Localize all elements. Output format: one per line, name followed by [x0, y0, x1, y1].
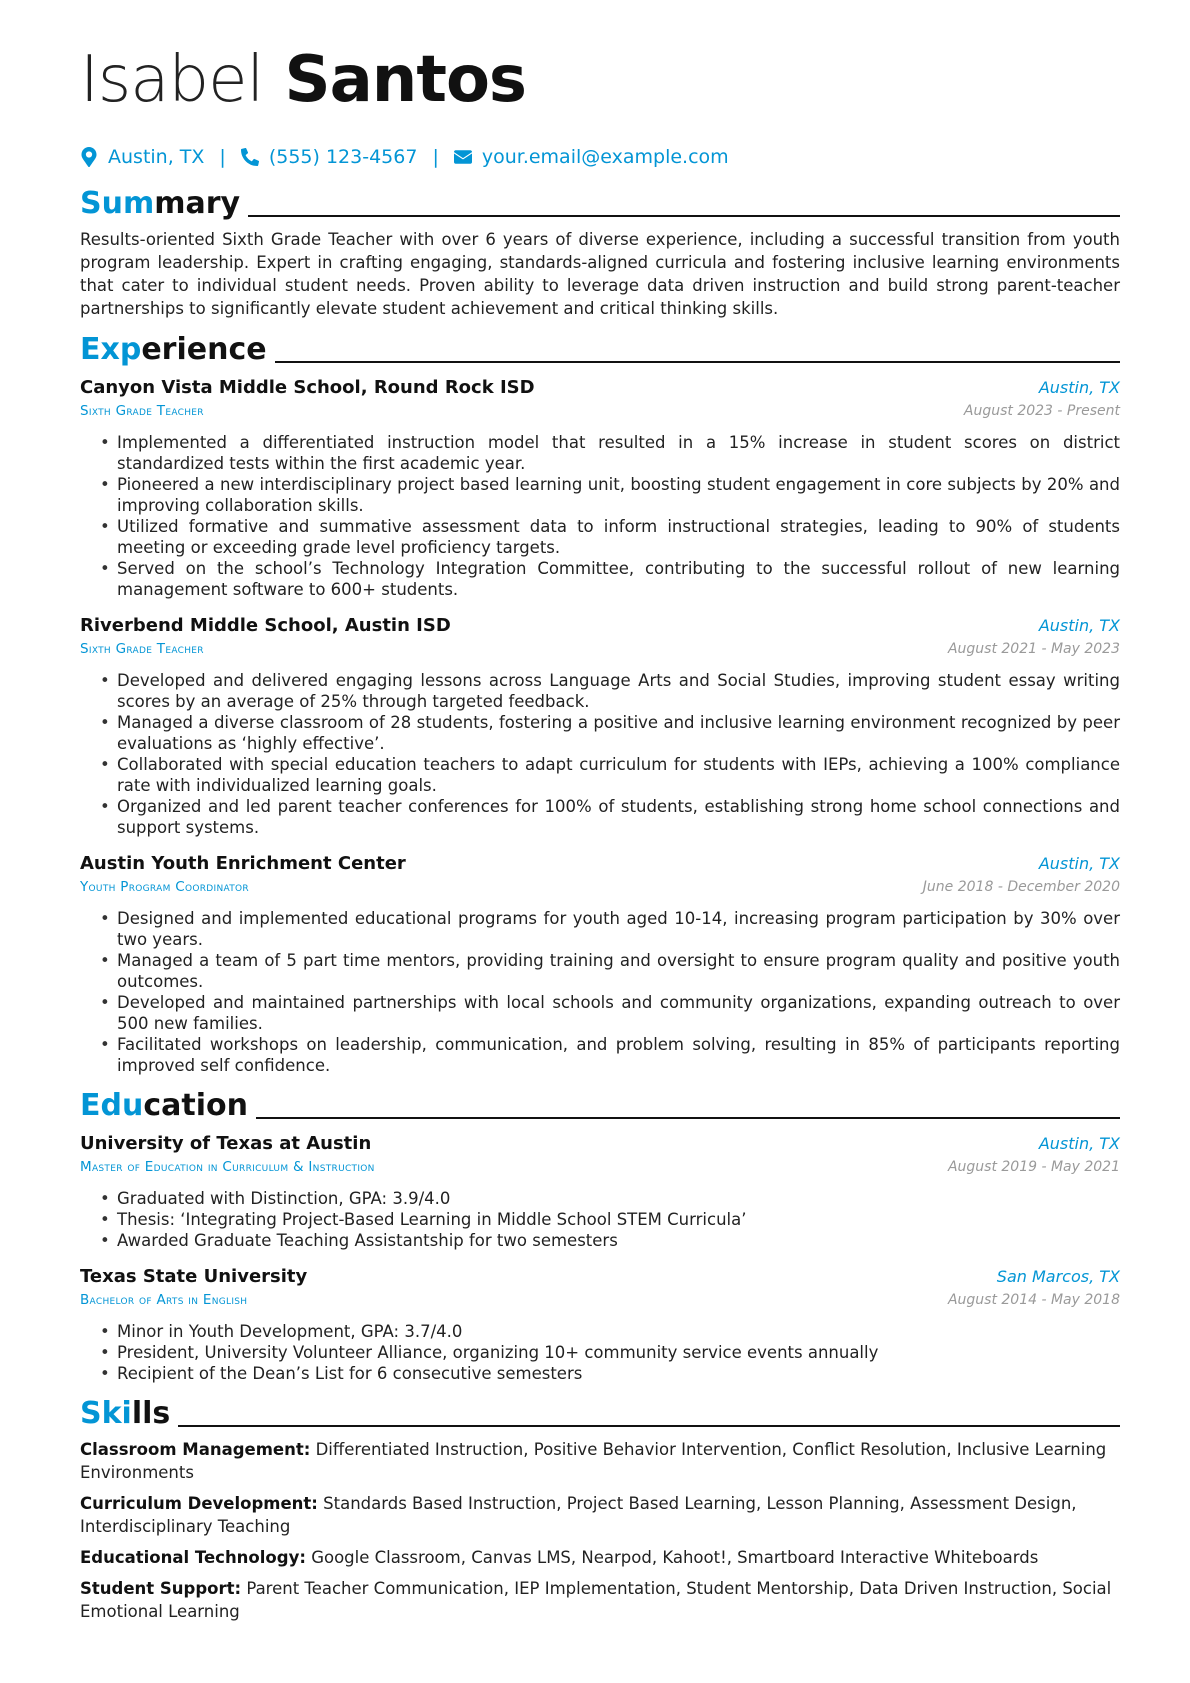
bullet-item: • Collaborated with special education teachers to adapt curriculum for students with IEPs, achieving a 100% compliance rate with individualized learning goals.: [117, 754, 1120, 796]
entry-dates: August 2014 - May 2018: [947, 1292, 1120, 1308]
experience-entry: [80, 614, 1120, 838]
experience-heading: [80, 330, 1120, 368]
experience-entry: [80, 376, 1120, 600]
entry-location: San Marcos, TX: [996, 1267, 1120, 1286]
skill-list: Standards Based Instruction, Project Based Learning, Lesson Planning, Assessment Design, Interdisciplinary Teaching: [80, 1494, 1077, 1536]
skill-row: [80, 1577, 1120, 1623]
job-title: Youth Program Coordinator: [80, 879, 249, 895]
job-title: Sixth Grade Teacher: [80, 641, 204, 657]
skill-row: [80, 1492, 1120, 1538]
contact-phone[interactable]: [241, 146, 418, 168]
bullet-list: [80, 670, 1120, 838]
envelope-icon: [454, 147, 472, 167]
skill-list: Parent Teacher Communication, IEP Implementation, Student Mentorship, Data Driven Instruction, Social Emotional Learning: [80, 1579, 1112, 1621]
entry-dates: June 2018 - December 2020: [922, 879, 1120, 895]
bullet-item: • Served on the school’s Technology Integration Committee, contributing to the successful rollout of new learning management software to 600+ students.: [117, 558, 1120, 600]
employer-name: Austin Youth Enrichment Center: [80, 853, 406, 874]
entry-location: Austin, TX: [1038, 378, 1120, 397]
contact-bar: [80, 144, 1120, 170]
section-title-summary: Summary: [80, 186, 241, 221]
summary-heading: [80, 184, 1120, 222]
contact-separator: |: [432, 146, 439, 168]
bullet-item: • Graduated with Distinction, GPA: 3.9/4.0: [117, 1188, 1120, 1209]
bullet-item: • Implemented a differentiated instruction model that resulted in a 15% increase in student scores on district standardized tests within the first academic year.: [117, 432, 1120, 474]
education-entry: [80, 1132, 1120, 1251]
phone-icon: [241, 147, 259, 167]
employer-name: Canyon Vista Middle School, Round Rock ISD: [80, 377, 535, 398]
degree-title: Master of Education in Curriculum & Instruction: [80, 1159, 375, 1175]
section-rule: [248, 215, 1120, 217]
bullet-item: • Pioneered a new interdisciplinary project based learning unit, boosting student engagement in core subjects by 20% and improving collaboration skills.: [117, 474, 1120, 516]
entry-location: Austin, TX: [1038, 1134, 1120, 1153]
bullet-item: • Managed a diverse classroom of 28 students, fostering a positive and inclusive learning environment recognized by peer evaluations as ‘highly effective’.: [117, 712, 1120, 754]
bullet-item: • Awarded Graduate Teaching Assistantship for two semesters: [117, 1230, 1120, 1251]
school-name: Texas State University: [80, 1266, 308, 1287]
entry-location: Austin, TX: [1038, 854, 1120, 873]
section-title-experience: Experience: [80, 332, 267, 367]
bullet-item: • President, University Volunteer Alliance, organizing 10+ community service events annually: [117, 1342, 1120, 1363]
contact-separator: |: [219, 146, 226, 168]
skill-category: Educational Technology:: [80, 1548, 306, 1567]
bullet-item: • Utilized formative and summative assessment data to inform instructional strategies, leading to 90% of students meeting or exceeding grade level proficiency targets.: [117, 516, 1120, 558]
degree-title: Bachelor of Arts in English: [80, 1292, 248, 1308]
location-text: Austin, TX: [108, 146, 205, 168]
last-name: Santos: [284, 43, 526, 117]
first-name: Isabel: [80, 43, 264, 117]
summary-text: Results-oriented Sixth Grade Teacher with over 6 years of diverse experience, including a successful transition from youth program leadership. Expert in crafting engaging, standards-aligned curricula and fostering inclusive learning environments that cater to individual student needs. Proven ability to leverage data driven instruction and build strong parent-teacher partnerships to significantly elevate student achievement and critical thinking skills.: [80, 230, 1120, 318]
bullet-item: • Developed and delivered engaging lessons across Language Arts and Social Studies, improving student essay writing scores by an average of 25% through targeted feedback.: [117, 670, 1120, 712]
phone-text: (555) 123-4567: [268, 146, 418, 168]
bullet-list: [80, 1188, 1120, 1251]
bullet-item: • Recipient of the Dean’s List for 6 consecutive semesters: [117, 1363, 1120, 1384]
bullet-list: [80, 1321, 1120, 1384]
experience-entry: [80, 852, 1120, 1076]
candidate-name: [80, 40, 1120, 120]
bullet-item: • Facilitated workshops on leadership, communication, and problem solving, resulting in 85% of participants reporting improved self confidence.: [117, 1034, 1120, 1076]
section-title-skills: Skills: [80, 1396, 171, 1431]
bullet-item: • Developed and maintained partnerships with local schools and community organizations, expanding outreach to over 500 new families.: [117, 992, 1120, 1034]
resume-page: [80, 40, 1120, 1623]
bullet-item: • Thesis: ‘Integrating Project-Based Learning in Middle School STEM Curricula’: [117, 1209, 1120, 1230]
section-rule: [275, 361, 1120, 363]
skill-list: Differentiated Instruction, Positive Behavior Intervention, Conflict Resolution, Inclusive Learning Environments: [80, 1440, 1107, 1482]
skill-category: Classroom Management:: [80, 1440, 311, 1459]
job-title: Sixth Grade Teacher: [80, 403, 204, 419]
bullet-item: • Minor in Youth Development, GPA: 3.7/4.0: [117, 1321, 1120, 1342]
section-rule: [178, 1425, 1120, 1427]
education-heading: [80, 1086, 1120, 1124]
email-link[interactable]: your.email@example.com: [481, 146, 729, 168]
section-rule: [256, 1117, 1120, 1119]
skills-heading: [80, 1394, 1120, 1432]
skill-category: Student Support:: [80, 1579, 242, 1598]
section-title-education: Education: [80, 1088, 248, 1123]
entry-dates: August 2019 - May 2021: [947, 1159, 1120, 1175]
skill-row: [80, 1438, 1120, 1484]
school-name: University of Texas at Austin: [80, 1133, 372, 1154]
bullet-list: [80, 908, 1120, 1076]
map-marker-icon: [80, 147, 98, 167]
skill-list: Google Classroom, Canvas LMS, Nearpod, Kahoot!, Smartboard Interactive Whiteboards: [311, 1548, 1039, 1567]
skill-row: [80, 1546, 1120, 1569]
education-entry: [80, 1265, 1120, 1384]
bullet-item: • Organized and led parent teacher conferences for 100% of students, establishing strong home school connections and support systems.: [117, 796, 1120, 838]
bullet-list: [80, 432, 1120, 600]
contact-location: [80, 146, 204, 168]
bullet-item: • Managed a team of 5 part time mentors, providing training and oversight to ensure program quality and positive youth outcomes.: [117, 950, 1120, 992]
entry-location: Austin, TX: [1038, 616, 1120, 635]
employer-name: Riverbend Middle School, Austin ISD: [80, 615, 451, 636]
entry-dates: August 2023 - Present: [963, 403, 1120, 419]
contact-email[interactable]: [454, 146, 729, 168]
entry-dates: August 2021 - May 2023: [947, 641, 1120, 657]
bullet-item: • Designed and implemented educational programs for youth aged 10-14, increasing program participation by 30% over two years.: [117, 908, 1120, 950]
skill-category: Curriculum Development:: [80, 1494, 318, 1513]
